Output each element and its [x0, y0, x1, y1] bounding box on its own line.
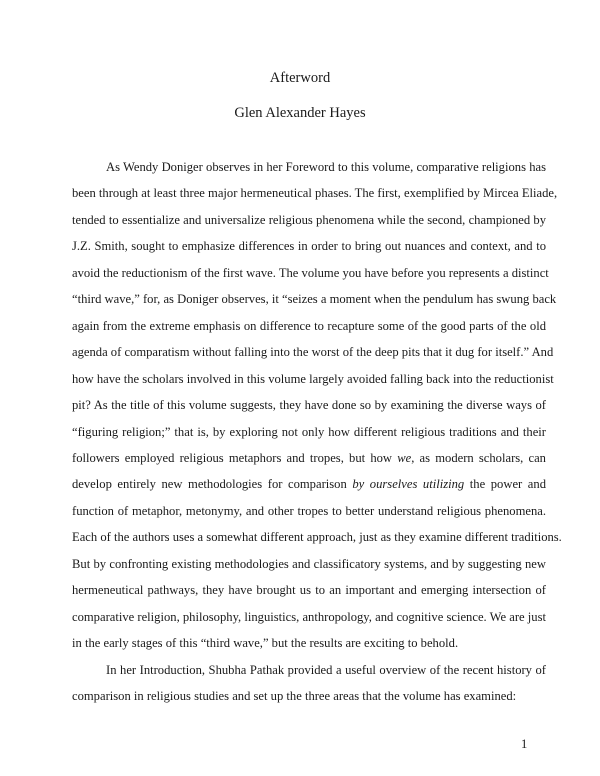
text-line	[72, 212, 546, 228]
text-segment: As Wendy Doniger observes in her Foreword to this volume, comparative religions has	[106, 160, 546, 174]
text-line	[72, 503, 546, 519]
text-segment: avoid the reductionism of the first wave. The volume you have before you represents a distinct	[72, 265, 549, 280]
italic-text: we	[397, 450, 412, 465]
text-line	[72, 265, 549, 281]
text-segment: how have the scholars involved in this volume largely avoided falling back into the reductionist	[72, 371, 554, 386]
text-line	[72, 371, 554, 387]
text-segment: But by confronting existing methodologies and classificatory systems, and by suggesting new	[72, 556, 546, 571]
text-segment: tended to essentialize and universalize religious phenomena while the second, championed by	[72, 212, 546, 227]
text-line	[72, 556, 546, 572]
text-segment: hermeneutical pathways, they have brought us to an important and emerging intersection of	[72, 583, 546, 598]
text-segment: followers employed religious metaphors and tropes, but how	[72, 450, 398, 465]
text-line	[72, 688, 516, 704]
text-line	[72, 635, 458, 651]
text-segment: In her Introduction, Shubha Pathak provided a useful overview of the recent history of	[106, 662, 546, 677]
text-segment: again from the extreme emphasis on difference to recapture some of the good parts of the old	[72, 318, 546, 333]
text-line	[72, 291, 557, 307]
text-segment: pit? As the title of this volume suggests, they have done so by examining the diverse ways of	[72, 398, 546, 412]
text-segment: in the early stages of this “third wave,” but the results are exciting to behold.	[72, 636, 459, 651]
text-segment: “figuring religion;” that is, by exploring not only how different religious traditions and their	[72, 424, 546, 439]
text-line	[72, 424, 546, 440]
page-number: 1	[521, 737, 528, 751]
text-segment: “third wave,” for, as Doniger observes, it “seizes a moment when the pendulum has swung back	[72, 292, 557, 307]
text-line	[72, 582, 546, 598]
chapter-title: Afterword	[269, 70, 331, 86]
text-segment: agenda of comparatism without falling into the worst of the deep pits that it dug for itself.” And	[72, 345, 554, 360]
author-name: Glen Alexander Hayes	[234, 105, 366, 121]
text-line	[72, 529, 562, 545]
text-line	[106, 662, 546, 678]
text-line	[72, 476, 546, 492]
text-line	[72, 185, 558, 201]
text-segment: function of metaphor, metonymy, and other tropes to better understand religious phenomena.	[72, 503, 546, 518]
text-segment: comparative religion, philosophy, linguistics, anthropology, and cognitive science. We are just	[72, 609, 546, 624]
text-line	[106, 159, 546, 175]
text-segment: , as modern scholars, can	[411, 450, 546, 465]
text-line	[72, 397, 546, 413]
text-segment: Each of the authors uses a somewhat different approach, just as they examine different traditions.	[72, 530, 562, 545]
text-segment: J.Z. Smith, sought to emphasize differences in order to bring out nuances and context, and to	[72, 239, 546, 254]
text-line	[72, 238, 546, 254]
text-segment: the power and	[464, 477, 546, 492]
text-line	[72, 344, 554, 360]
text-segment: been through at least three major hermeneutical phases. The first, exemplified by Mircea Eliade,	[72, 186, 558, 201]
text-segment: develop entirely new methodologies for comparison	[72, 477, 353, 492]
italic-text: by ourselves utilizing	[352, 477, 465, 492]
text-segment: comparison in religious studies and set up the three areas that the volume has examined:	[72, 689, 517, 703]
text-line	[72, 609, 546, 625]
text-line	[72, 450, 546, 466]
text-line	[72, 318, 546, 334]
